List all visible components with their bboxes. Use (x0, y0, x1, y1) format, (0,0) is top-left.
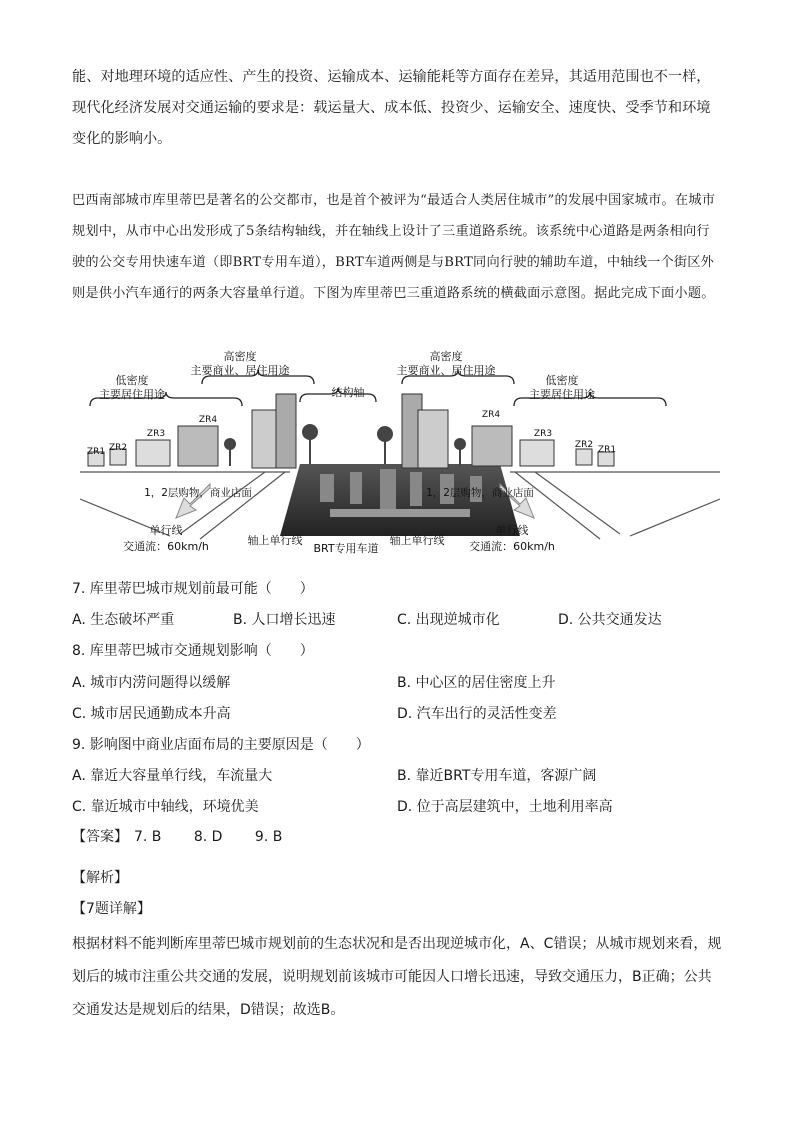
question-7-stem: 7. 库里蒂巴城市规划前最可能（ ） (72, 581, 314, 597)
passage-paragraph: 巴西南部城市库里蒂巴是著名的公交都市，也是首个被评为“最适合人类居住城市”的发展中国家城市。在城市规划中，从市中心出发形成了5条结构轴线，并在轴线上设计了三重道路系统。该系统中心道路是两条相向行驶的公交专用快速车道（即BRT专用车道），BRT车道两侧是与BRT同向行驶的辅助车道，中轴线一个街区外则是供小汽车通行的两条大容量单行道。下图为库里蒂巴三重道路系统的横截面示意图。据此完成下面小题。 (72, 193, 716, 301)
axis-oneway-right-label: 轴上单行线 (389, 534, 445, 547)
oneway-right-traffic: 交通流：60km/h (469, 540, 555, 553)
question-8-option-d[interactable]: D. 汽车出行的灵活性变差 (397, 706, 557, 722)
right-high-density-label: 高密度 (429, 350, 463, 363)
analysis-label: 【解析】 (72, 870, 128, 886)
left-low-density-label: 低密度 (115, 374, 149, 387)
question-8-stem: 8. 库里蒂巴城市交通规划影响（ ） (72, 643, 314, 659)
zr-label: ZR4 (198, 415, 218, 425)
question-7-option-d[interactable]: D. 公共交通发达 (558, 612, 662, 628)
axis-oneway-left-label: 轴上单行线 (247, 534, 303, 547)
right-low-density-label: 低密度 (545, 374, 579, 387)
oneway-left-label: 单行线 (149, 524, 183, 537)
left-high-use-label: 主要商业、居住用途 (190, 364, 290, 377)
question-9-option-c[interactable]: C. 靠近城市中轴线，环境优美 (72, 799, 259, 815)
detail-label: 【7题详解】 (72, 901, 151, 917)
question-9-stem: 9. 影响图中商业店面布局的主要原因是（ ） (72, 737, 370, 753)
left-high-density-label: 高密度 (223, 350, 257, 363)
road-system-diagram (80, 344, 720, 566)
question-9-option-b[interactable]: B. 靠近BRT专用车道，客源广阔 (397, 768, 597, 784)
right-high-use-label: 主要商业、居住用途 (396, 364, 496, 377)
detail-paragraph: 根据材料不能判断库里蒂巴城市规划前的生态状况和是否出现逆城市化，A、C错误；从城市规划来看，规划后的城市注重公共交通的发展，说明规划前该城市可能因人口增长迅速，导致交通压力，B正确；公共交通发达是规划后的结果，D错误；故选B。 (72, 936, 722, 1018)
question-8-option-b[interactable]: B. 中心区的居住密度上升 (397, 675, 556, 691)
question-7-option-c[interactable]: C. 出现逆城市化 (397, 612, 500, 628)
left-low-use-label: 主要居住用途 (99, 388, 165, 401)
zr-label: ZR1 (86, 447, 106, 457)
right-low-use-label: 主要居住用途 (529, 388, 595, 401)
buildings-right (402, 394, 617, 468)
question-8-option-c[interactable]: C. 城市居民通勤成本升高 (72, 706, 231, 722)
question-7-option-b[interactable]: B. 人口增长迅速 (233, 612, 336, 628)
zr-label: ZR3 (533, 429, 553, 439)
question-9-option-d[interactable]: D. 位于高层建筑中，土地利用率高 (397, 799, 613, 815)
brt-corridor-image (280, 464, 520, 536)
answer-item: 7. B (134, 829, 162, 845)
question-8-option-a[interactable]: A. 城市内涝问题得以缓解 (72, 675, 231, 691)
answer-label: 【答案】 (72, 829, 128, 845)
brt-lane-label: BRT专用车道 (313, 542, 379, 555)
center-axis-label: 结构轴 (331, 386, 365, 399)
zr-label: ZR3 (146, 429, 166, 439)
answer-item: 8. D (193, 829, 223, 845)
oneway-right-label: 单行线 (495, 524, 529, 537)
zr-label: ZR1 (597, 445, 617, 455)
zr-label: ZR2 (108, 443, 128, 453)
question-9-option-a[interactable]: A. 靠近大容量单行线，车流量大 (72, 768, 273, 784)
shops-left-label: 1，2层购物，商业店面 (144, 487, 252, 499)
zr-label: ZR2 (574, 440, 594, 450)
oneway-left-traffic: 交通流：60km/h (123, 540, 209, 553)
shops-right-label: 1，2层购物，商业店面 (426, 487, 534, 499)
answer-item: 9. B (254, 829, 283, 845)
answer-line (72, 826, 288, 846)
intro-paragraph: 能、对地理环境的适应性、产生的投资、运输成本、运输能耗等方面存在差异，其适用范围也不一样，现代化经济发展对交通运输的要求是：载运量大、成本低、投资少、运输安全、速度快、受季节和环境变化的影响小。 (72, 69, 711, 147)
zr-label: ZR4 (481, 410, 501, 420)
question-7-option-a[interactable]: A. 生态破坏严重 (72, 612, 175, 628)
buildings-left (88, 394, 296, 468)
